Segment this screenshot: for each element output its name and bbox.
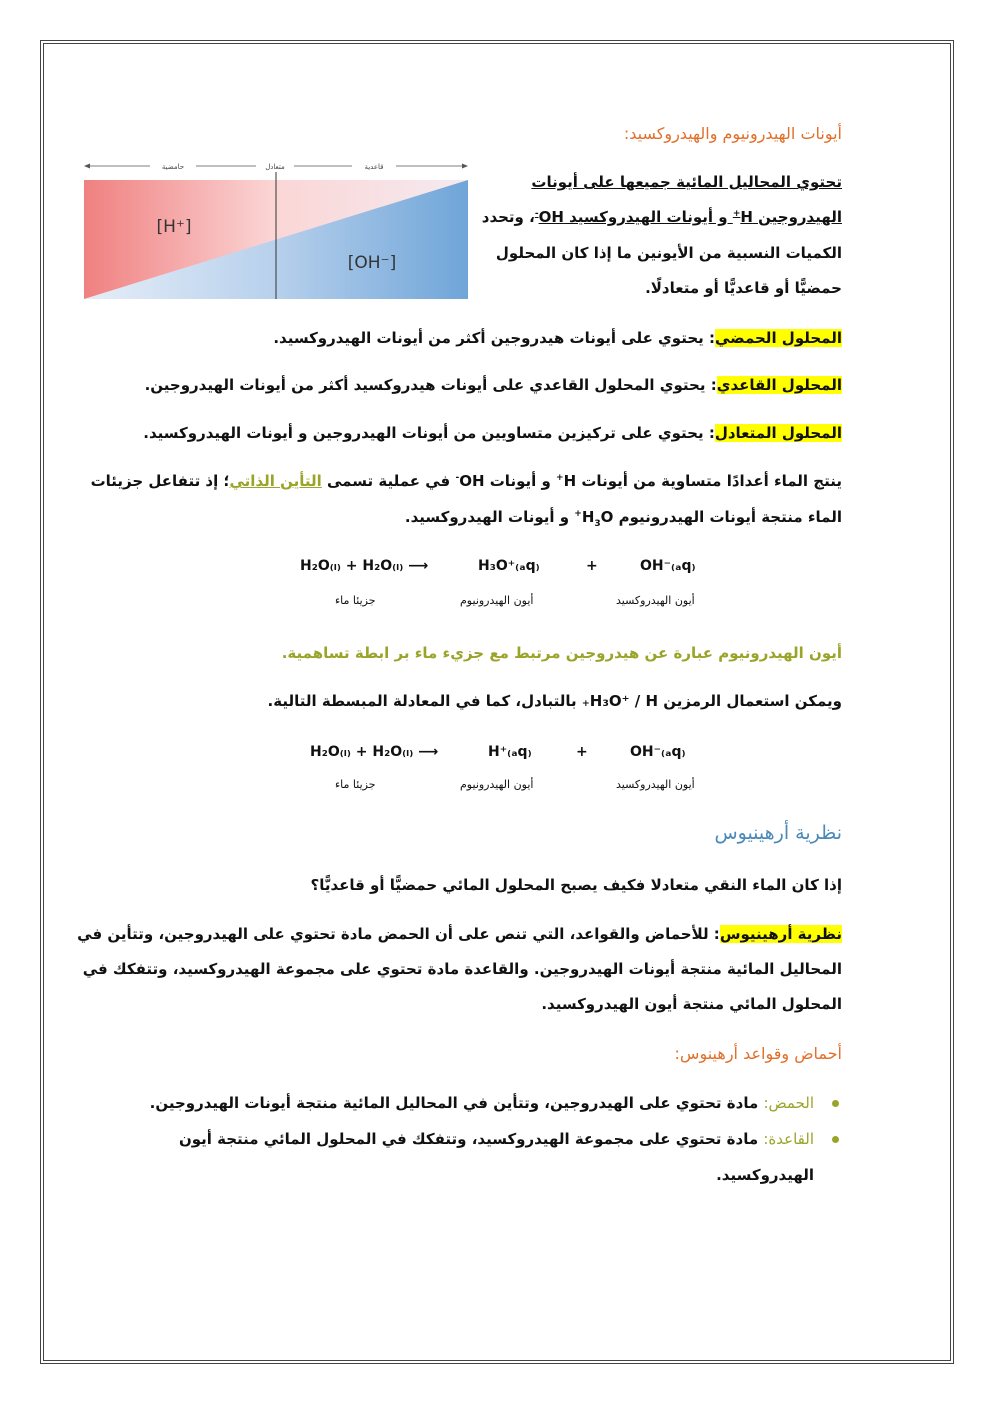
- base-definition: القاعدة: مادة تحتوي على مجموعة الهيدروكسيد، وتتفكك في المحلول المائي منتجة أيون: [178, 1130, 814, 1148]
- autoionization-line-1: ينتج الماء أعدادًا متساوية من أيونات H+ و أيونات OH- في عملية تسمى التأين الذاتي؛ إذ تتفاعل جزيئات: [90, 472, 842, 490]
- label-neutral: متعادل: [265, 163, 285, 171]
- arrhenius-heading: نظرية أرهينيوس: [714, 822, 842, 844]
- equation2-caption-hydroxide: أيون الهيدروكسيد: [616, 778, 695, 791]
- equation1-caption-hydronium: أيون الهيدرونيوم: [460, 594, 534, 607]
- intro-line-3: الكميات النسبية من الأيونين ما إذا كان المحلول: [495, 244, 842, 262]
- hydronium-note: أيون الهيدرونيوم عبارة عن هيدروجين مرتبط مع جزيء ماء بر ابطة تساهمية.: [281, 644, 842, 662]
- h-concentration-label: [H⁺]: [156, 217, 192, 237]
- definition-basic: المحلول القاعدي: يحتوي المحلول القاعدي على أيونات هيدروكسيد أكثر من أيونات الهيدروجين.: [144, 376, 842, 394]
- oh-concentration-label: [OH⁻]: [347, 253, 397, 273]
- section-heading-ions: أيونات الهيدرونيوم والهيدروكسيد:: [623, 124, 842, 143]
- term-acidic: المحلول الحمضي: [714, 329, 842, 347]
- equation2-hydrogen: H⁺₍ₐq₎: [488, 744, 532, 760]
- acid-definition: الحمض: مادة تحتوي على الهيدروجين، وتتأين في المحاليل المائية منتجة أيونات الهيدروجين.: [149, 1094, 814, 1112]
- label-basic: قاعدية: [364, 163, 384, 171]
- intro-line-1: تحتوي المحاليل المائية جميعها على أيونات: [531, 173, 842, 191]
- equation1-plus: +: [586, 558, 598, 574]
- term-acid: الحمض:: [763, 1094, 814, 1112]
- concentration-chart: [84, 160, 468, 300]
- equation1-hydroxide: OH⁻₍ₐq₎: [640, 558, 696, 574]
- equation2-caption-water: جزيئا ماء: [335, 778, 376, 791]
- term-autoionization: التأين الذاتي: [229, 472, 322, 490]
- acids-bases-heading: أحماض وقواعد أرهينوس:: [674, 1044, 842, 1063]
- arrhenius-question: إذا كان الماء النقي متعادلا فكيف يصبح المحلول المائي حمضيًّا أو قاعديًّا؟: [310, 876, 842, 894]
- arrhenius-line-2: المحاليل المائية منتجة أيونات الهيدروجين. والقاعدة مادة تحتوي على مجموعة الهيدروكسيد، وتتفكك في: [82, 960, 842, 978]
- arrhenius-line-3: المحلول المائي منتجة أيون الهيدروكسيد.: [541, 995, 842, 1013]
- bullet-acid-icon: [832, 1100, 839, 1107]
- equation1-hydronium: H₃O⁺₍ₐq₎: [478, 558, 540, 574]
- term-basic: المحلول القاعدي: [716, 376, 842, 394]
- definition-neutral: المحلول المتعادل: يحتوي على تركيزين متساويين من أيونات الهيدروجين و أيونات الهيدروكسيد.: [143, 424, 842, 442]
- ph-diagram: [84, 160, 468, 300]
- equation1-reactants: H₂O₍ₗ₎ + H₂O₍ₗ₎ ⟶: [300, 558, 429, 574]
- equation2-caption-hydronium: أيون الهيدرونيوم: [460, 778, 534, 791]
- base-definition-cont: الهيدروكسيد.: [716, 1166, 814, 1184]
- equation1-caption-hydroxide: أيون الهيدروكسيد: [616, 594, 695, 607]
- definition-acidic: المحلول الحمضي: يحتوي على أيونات هيدروجين أكثر من أيونات الهيدروكسيد.: [273, 329, 842, 347]
- equation1-caption-water: جزيئا ماء: [335, 594, 376, 607]
- term-arrhenius: نظرية أرهينيوس: [719, 925, 842, 943]
- bullet-base-icon: [832, 1136, 839, 1143]
- term-neutral: المحلول المتعادل: [714, 424, 842, 442]
- equation2-hydroxide: OH⁻₍ₐq₎: [630, 744, 686, 760]
- intro-line-4: حمضيًّا أو قاعديًّا أو متعادلًا.: [645, 279, 842, 297]
- label-acidic: حامضية: [161, 163, 185, 171]
- intro-line-2: الهيدروجين H+ و أيونات الهيدروكسيد OH-، وتحدد: [481, 208, 842, 226]
- symbols-note: ويمكن استعمال الرمزين H₃O⁺ / H₊ بالتبادل، كما في المعادلة المبسطة التالية.: [267, 692, 842, 710]
- arrhenius-line-1: نظرية أرهينيوس: للأحماض والقواعد، التي تنص على أن الحمض مادة تحتوي على الهيدروجين، وتتأين في: [77, 925, 842, 943]
- equation2-plus: +: [576, 744, 588, 760]
- autoionization-line-2: الماء منتجة أيونات الهيدرونيوم $H_3O^+$ و أيونات الهيدروكسيد.: [404, 508, 842, 529]
- equation2-reactants: H₂O₍ₗ₎ + H₂O₍ₗ₎ ⟶: [310, 744, 439, 760]
- term-base: القاعدة:: [763, 1130, 814, 1148]
